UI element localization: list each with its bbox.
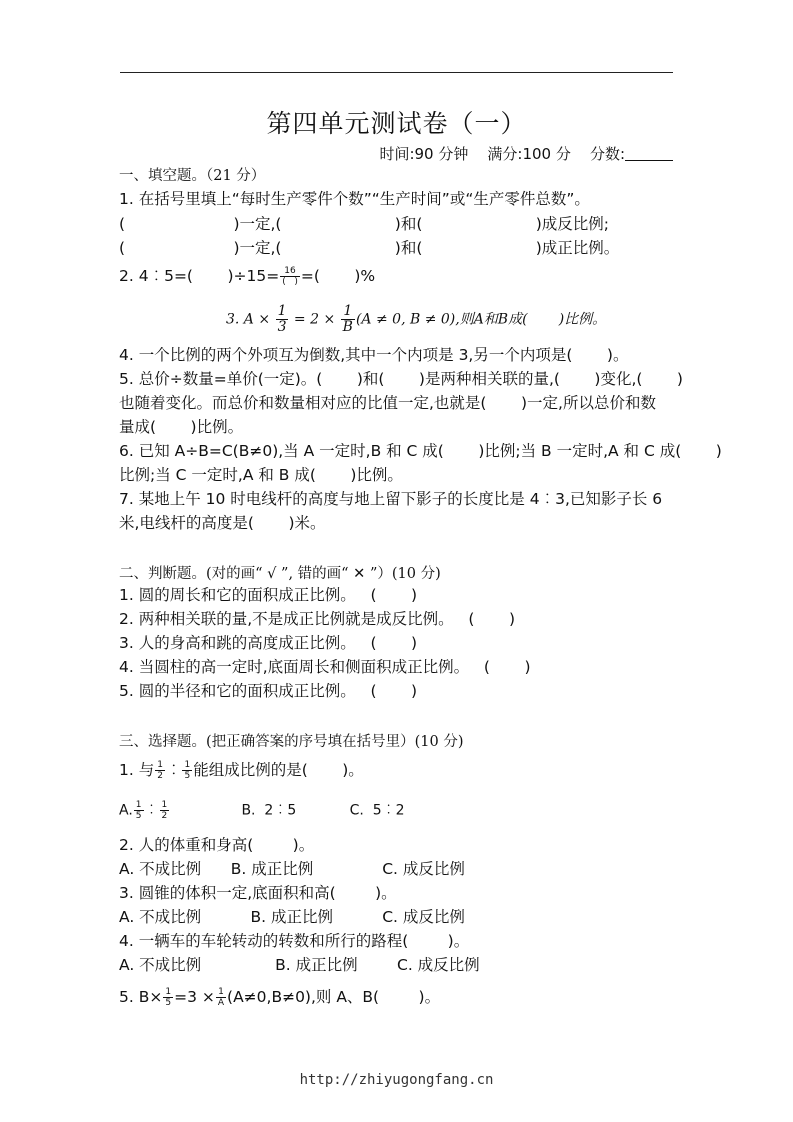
choice-q1-opt-bc: B. 2︰5 C. 5︰2 — [170, 802, 405, 819]
choice-q1-opt-a-frac1-num: 1 — [135, 800, 142, 810]
fill-q3-frac2-den: B — [342, 319, 353, 335]
fill-q3-frac1 — [276, 304, 289, 335]
choice-q4-options: A. 不成比例 B. 成正比例 C. 成反比例 — [119, 956, 480, 974]
choice-q1-opt-a-frac1 — [134, 800, 144, 821]
fill-q1-line-a: ( )一定,( )和( )成反比例; — [119, 215, 609, 233]
footer-url[interactable]: http://zhiyugongfang.cn — [299, 1072, 494, 1088]
choice-q2-options: A. 不成比例 B. 成正比例 C. 成反比例 — [119, 860, 465, 878]
choice-q1-frac2-den: 5 — [184, 771, 191, 781]
choice-q1-b: 能组成比例的是( )。 — [193, 761, 364, 779]
choice-q5-frac1-den: 5 — [165, 998, 172, 1008]
choice-q1-options — [119, 800, 405, 821]
choice-q5-frac2-num: 1 — [216, 987, 226, 998]
choice-q5-frac1 — [163, 987, 173, 1008]
choice-q1-sep: ︰ — [165, 761, 182, 779]
fill-q5-line-a: 5. 总价÷数量=单价(一定)。( )和( )是两种相关联的量,( )变化,( ) — [119, 370, 683, 388]
choice-q1-opt-a-frac2 — [160, 800, 170, 821]
fill-q3-frac2 — [341, 304, 355, 335]
fill-q7-line-b: 米,电线杆的高度是( )米。 — [119, 514, 326, 532]
fill-q4: 4. 一个比例的两个外项互为倒数,其中一个内项是 3,另一个内项是( )。 — [119, 346, 629, 364]
meta-text: 时间:90 分钟 满分:100 分 分数: — [379, 145, 625, 163]
choice-q5 — [119, 987, 440, 1008]
choice-q5-frac2-den: A — [217, 998, 225, 1008]
choice-q1-opt-a-frac2-den: 2 — [161, 811, 168, 821]
choice-q1-opt-a-frac1-den: 5 — [135, 811, 142, 821]
choice-q1-frac2 — [182, 760, 192, 781]
choice-q1-frac1 — [155, 760, 165, 781]
judge-item-1: 1. 圆的周长和它的面积成正比例。 ( ) — [119, 586, 418, 604]
page-title: 第四单元测试卷（一） — [266, 109, 527, 138]
choice-q1-frac2-num: 1 — [184, 760, 191, 770]
fill-q1: 1. 在括号里填上“每时生产零件个数”“生产时间”或“生产零件总数”。 — [119, 190, 590, 208]
fill-q3-frac2-num: 1 — [341, 304, 355, 320]
choice-q1 — [119, 760, 364, 781]
judge-item-3: 3. 人的身高和跳的高度成正比例。 ( ) — [119, 634, 418, 652]
fill-q7-line-a: 7. 某地上午 10 时电线杆的高度与地上留下影子的长度比是 4︰3,已知影子长 6 — [119, 490, 663, 508]
choice-q2: 2. 人的体重和身高( )。 — [119, 836, 315, 854]
exam-meta — [379, 143, 673, 164]
fill-q5-line-c: 量成( )比例。 — [119, 418, 244, 436]
judge-item-5: 5. 圆的半径和它的面积成正比例。 ( ) — [119, 682, 418, 700]
fill-q3-frac1-den: 3 — [277, 319, 287, 335]
choice-q5-a: 5. B× — [119, 988, 163, 1006]
choice-q4: 4. 一辆车的车轮转动的转数和所行的路程( )。 — [119, 932, 470, 950]
fill-q2 — [119, 266, 375, 287]
choice-q3-options: A. 不成比例 B. 成正比例 C. 成反比例 — [119, 908, 465, 926]
judge-item-2: 2. 两种相关联的量,不是成正比例就是成反比例。 ( ) — [119, 610, 516, 628]
choice-q5-frac1-num: 1 — [165, 987, 172, 997]
fill-q5-line-b: 也随着变化。而总价和数量相对应的比值一定,也就是( )一定,所以总价和数 — [119, 394, 656, 412]
fill-q2-b: =( )% — [300, 267, 376, 285]
choice-q1-frac1-den: 2 — [157, 771, 163, 781]
score-blank[interactable] — [625, 146, 673, 161]
choice-q1-opt-a-frac2-num: 1 — [161, 800, 168, 810]
fill-q3-c: (A ≠ 0, B ≠ 0),则A和B成( )比例。 — [355, 311, 607, 328]
choice-q1-frac1-num: 1 — [157, 760, 163, 770]
fill-q6-line-b: 比例;当 C 一定时,A 和 B 成( )比例。 — [119, 466, 403, 484]
fill-q3-b: = 2 × — [289, 311, 340, 328]
section-3-heading: 三、选择题。(把正确答案的序号填在括号里）(10 分) — [119, 734, 464, 750]
choice-q5-frac2 — [216, 987, 226, 1008]
choice-q1-a: 1. 与 — [119, 761, 155, 779]
fill-q2-num: 16 — [280, 266, 300, 277]
fill-q3 — [226, 304, 606, 335]
fill-q3-frac1-num: 1 — [277, 303, 287, 319]
section-2-heading: 二、判断题。(对的画“ √ ”, 错的画“ ✕ ”）(10 分) — [119, 566, 441, 582]
section-1-heading: 一、填空题。（21 分） — [119, 168, 266, 184]
judge-item-4: 4. 当圆柱的高一定时,底面周长和侧面积成正比例。 ( ) — [119, 658, 531, 676]
choice-q1-opt-a-label: A. — [119, 802, 133, 819]
choice-q1-opt-a-sep: ︰ — [144, 802, 159, 819]
choice-q5-c: (A≠0,B≠0),则 A、B( )。 — [227, 988, 441, 1006]
top-rule — [120, 72, 673, 73]
fill-q3-a: 3. A × — [226, 311, 275, 328]
fill-q2-den: ( ) — [282, 277, 298, 287]
fill-q1-line-b: ( )一定,( )和( )成正比例。 — [119, 239, 620, 257]
choice-q3: 3. 圆锥的体积一定,底面积和高( )。 — [119, 884, 397, 902]
fill-q2-fraction — [280, 266, 300, 287]
choice-q5-b: =3 × — [174, 988, 215, 1006]
fill-q6-line-a: 6. 已知 A÷B=C(B≠0),当 A 一定时,B 和 C 成( )比例;当 B 一定时,A 和 C 成( ) — [119, 442, 722, 460]
fill-q2-a: 2. 4︰5=( )÷15= — [119, 267, 280, 285]
